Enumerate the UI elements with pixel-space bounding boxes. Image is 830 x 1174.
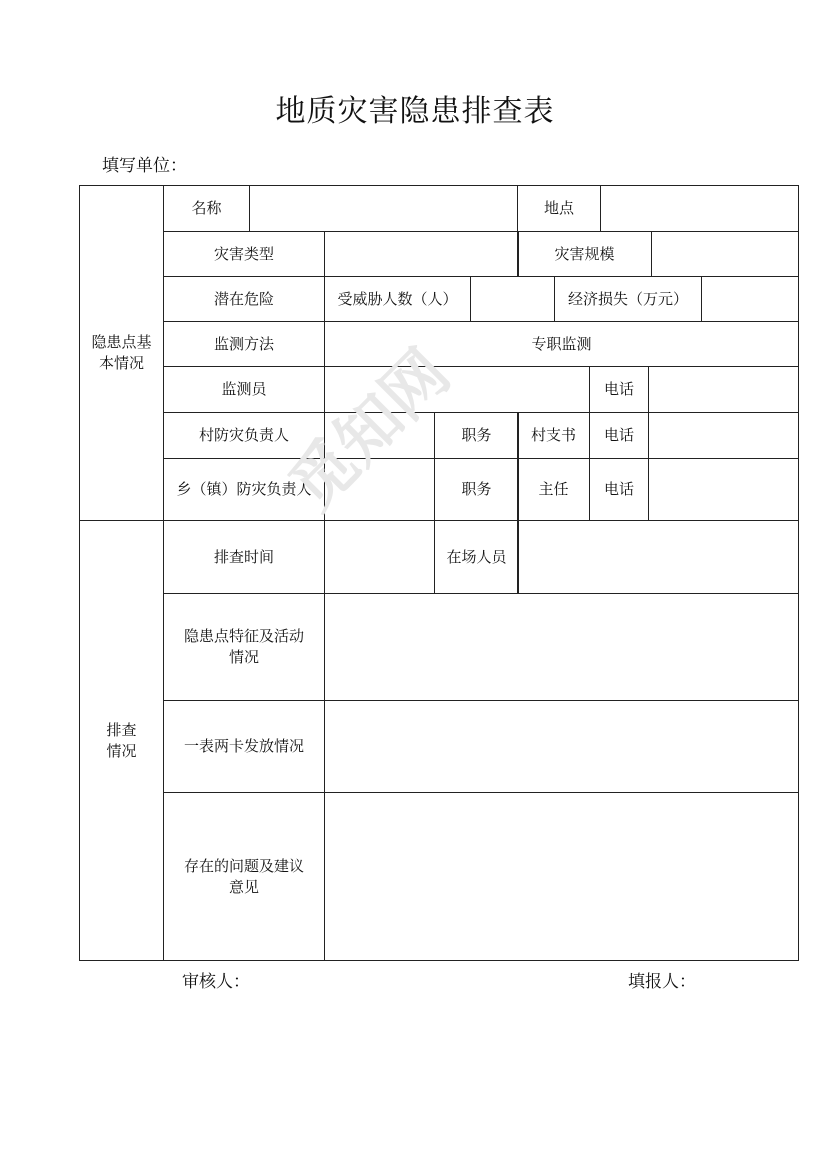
watermark: 觅知网	[276, 336, 465, 525]
disaster-scale-field[interactable]	[651, 231, 799, 277]
present-people-label: 在场人员	[434, 520, 519, 594]
monitor-method-label: 监测方法	[163, 321, 325, 367]
economic-loss-label: 经济损失（万元）	[554, 276, 702, 322]
monitor-phone-field[interactable]	[648, 366, 799, 413]
location-label: 地点	[517, 185, 601, 232]
features-field[interactable]	[324, 593, 799, 701]
problems-label: 存在的问题及建议 意见	[163, 792, 325, 961]
disaster-type-field[interactable]	[324, 231, 519, 277]
survey-form-table	[79, 185, 799, 961]
card-distribution-label: 一表两卡发放情况	[163, 700, 325, 793]
name-label: 名称	[163, 185, 250, 232]
card-distribution-field[interactable]	[324, 700, 799, 793]
features-label: 隐患点特征及活动 情况	[163, 593, 325, 701]
disaster-scale-label: 灾害规模	[517, 231, 652, 277]
village-position-label: 职务	[434, 412, 519, 459]
present-people-field[interactable]	[517, 520, 799, 594]
form-title: 地质灾害隐患排查表	[275, 94, 555, 129]
problems-field[interactable]	[324, 792, 799, 961]
town-leader-label: 乡（镇）防灾负责人	[163, 458, 325, 521]
town-phone-field[interactable]	[648, 458, 799, 521]
monitor-method-value[interactable]: 专职监测	[324, 321, 799, 367]
village-leader-field[interactable]	[324, 412, 435, 459]
reporter-label: 填报人：	[628, 972, 696, 992]
monitor-person-label: 监测员	[163, 366, 325, 413]
section-basic-info-label: 隐患点基 本情况	[79, 185, 164, 521]
location-value-field[interactable]	[600, 185, 799, 232]
village-phone-label: 电话	[589, 412, 649, 459]
monitor-person-field[interactable]	[324, 366, 590, 413]
name-value-field[interactable]	[249, 185, 518, 232]
village-phone-field[interactable]	[648, 412, 799, 459]
reviewer-label: 审核人：	[182, 972, 250, 992]
fill-unit-label: 填写单位：	[102, 156, 187, 176]
threatened-people-label: 受威胁人数（人）	[324, 276, 471, 322]
potential-danger-label: 潜在危险	[163, 276, 325, 322]
check-time-field[interactable]	[324, 520, 435, 594]
town-position-label: 职务	[434, 458, 519, 521]
town-position-value[interactable]: 主任	[517, 458, 590, 521]
section-inspection-label: 排查 情况	[79, 520, 164, 961]
disaster-type-label: 灾害类型	[163, 231, 325, 277]
threatened-people-field[interactable]	[470, 276, 555, 322]
monitor-phone-label: 电话	[589, 366, 649, 413]
economic-loss-field[interactable]	[701, 276, 799, 322]
village-leader-label: 村防灾负责人	[163, 412, 325, 459]
town-phone-label: 电话	[589, 458, 649, 521]
village-position-value[interactable]: 村支书	[517, 412, 590, 459]
town-leader-field[interactable]	[324, 458, 435, 521]
check-time-label: 排查时间	[163, 520, 325, 594]
